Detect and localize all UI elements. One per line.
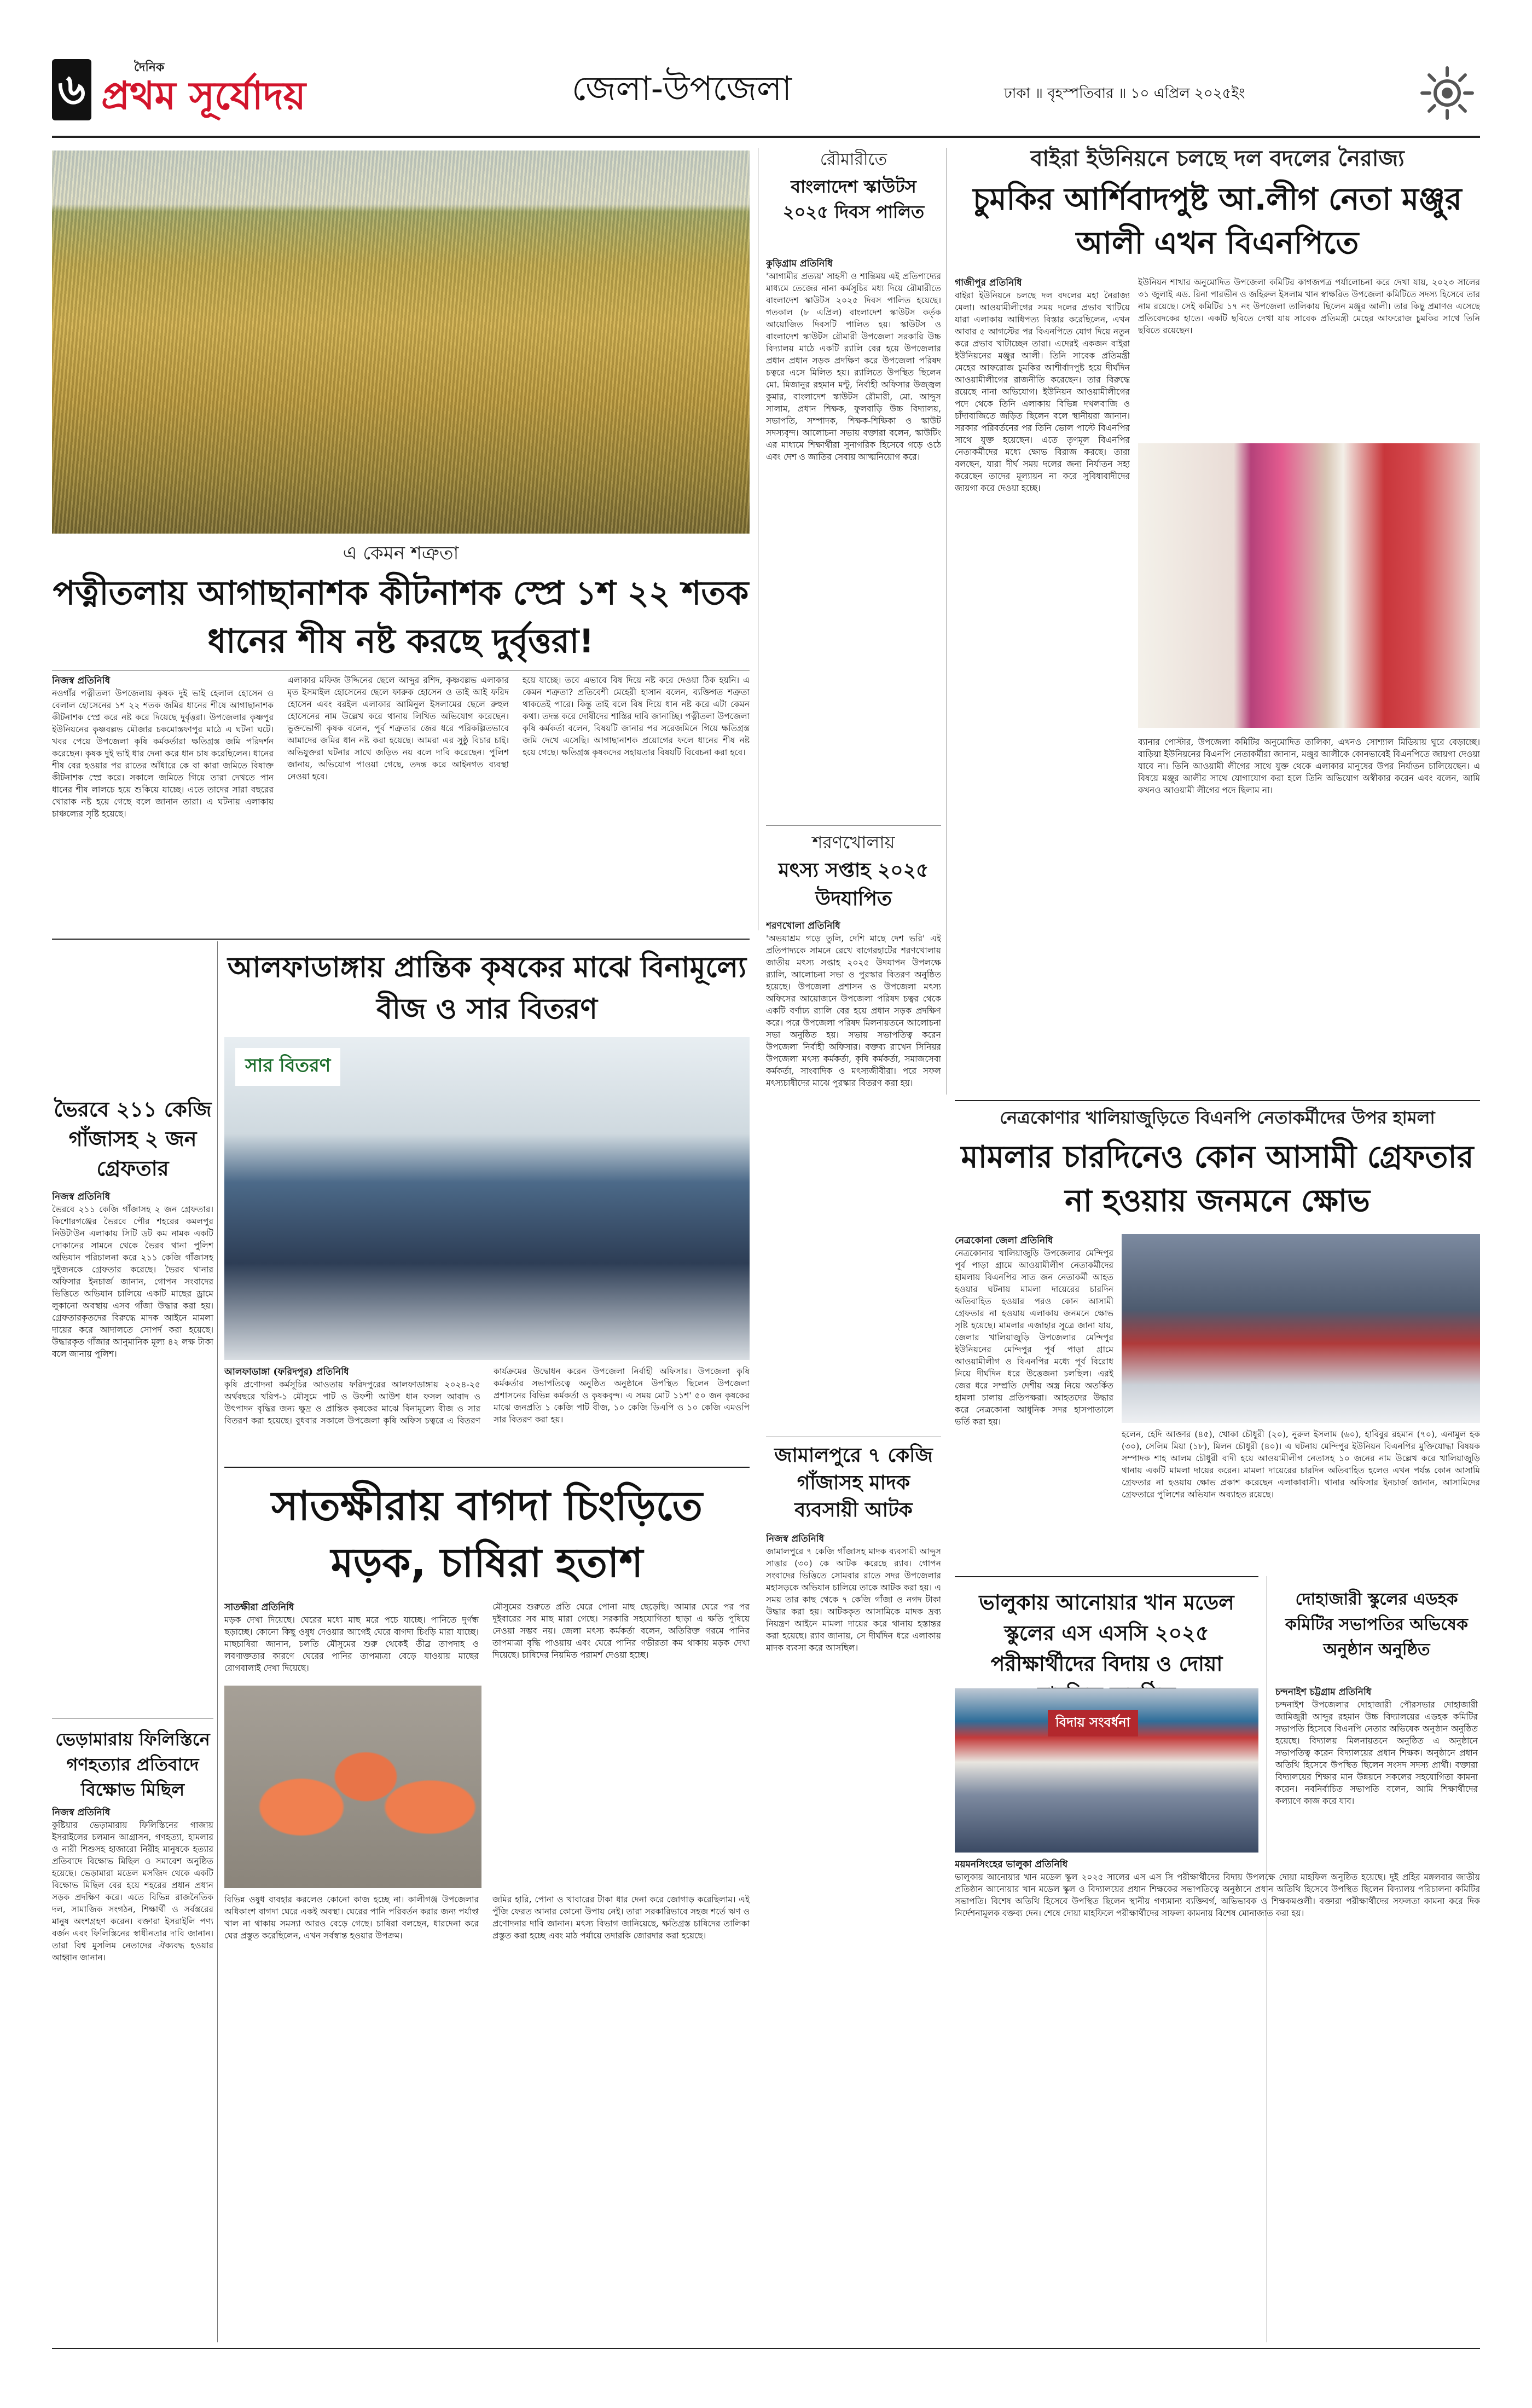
a9-top-rule [955,1100,1480,1101]
a3-col1 [955,276,1130,1125]
a7-byline: শরণখোলা প্রতিনিধি [766,921,840,931]
masthead [52,55,1480,131]
a6-top-rule [52,1718,213,1719]
a3-text3: ব্যানার পোস্টার, উপজেলা কমিটির অনুমোদিত তালিকা, এখনও সোশ্যাল মিডিয়ায় ঘুরে বেড়াচ্ছে। বাড়িয়া ইউনিয়নের বিএনপি নেতাকর্মীরা জানান, মঞ্জুর আলীকে কোনভাবেই বিএনপিতে জায়গা দেওয়া যাবে না। তিনি আওয়ামী লীগের সাথে যুক্ত থেকে এলাকার মানুষের উপর নির্যাতন চালিয়েছেন। এ বিষয়ে মঞ্জুর আলীর সাথে যোগাযোগ করা হলে তিনি অভিযোগ অস্বীকার করেন এবং বলেন, আমি কখনও আওয়ামী লীগের পদে ছিলাম না। [1138,737,1480,795]
hospital-photo [1122,1234,1480,1423]
a2-body [766,257,941,821]
a4-byline: আলফাডাঙ্গা (ফরিদপুর) প্রতিনিধি [224,1367,349,1377]
a5-byline: নিজস্ব প্রতিনিধি [52,1191,111,1202]
a3-byline: গাজীপুর প্রতিনিধি [955,277,1022,288]
paper-small-label: দৈনিক [134,61,165,74]
section-title: জেলা-উপজেলা [572,68,792,108]
seed-distribution-photo [224,1037,750,1360]
a8-text: জামালপুরে ৭ কেজি গাঁজাসহ মাদক ব্যবসায়ী আব্দুস সাত্তার (৩০) কে আটক করেছে র‍্যাব। গোপন সংবাদের ভিত্তিতে সোমবার রাতে সদর উপজেলার মহাসড়কে অভিযান চালিয়ে তাকে আটক করা হয়। এ সময় তার কাছ থেকে ৭ কেজি গাঁজা ও নগদ টাকা উদ্ধার করা হয়। আটককৃত আসামিকে মাদক দ্রব্য নিয়ন্ত্রণ আইনে মামলা দায়ের করে থানায় হস্তান্তর করা হয়েছে। র‍্যাব জানায়, সে দীর্ঘদিন ধরে এলাকায় মাদক ব্যবসা করে আসছিল। [766,1547,941,1653]
a10-text3: বিভিন্ন ওষুধ ব্যবহার করলেও কোনো কাজ হচ্ছে না। কালীগঞ্জ উপজেলার অধিকাংশ বাগদা ঘেরে একই অবস্থা। ঘেরের পানি পরিবর্তন করার জন্য পর্যাপ্ত খাল না থাকায় সমস্যা আরও বেড়ে গেছে। চাষিরা বলছেন, ধারদেনা করে ঘের প্রস্তুত করেছিলেন, এখন সর্বস্বান্ত হওয়ার উপক্রম। [224,1895,479,1941]
a9-col1 [955,1234,1113,1560]
a11-headline: ভালুকায় আনোয়ার খান মডেল স্কুলের এস এসসি ২০২৫ পরীক্ষার্থীদের বিদায় ও দোয়া [979,1590,1234,1676]
event-banner-text: বিদায় সংবর্ধনা [1048,1710,1138,1736]
farewell-event-photo [955,1688,1258,1853]
a6-body [52,1806,213,2342]
a1-rule [52,670,750,671]
a7-text: 'অভয়াশ্রম গড়ে তুলি, দেশি মাছে দেশ ভরি' এই প্রতিপাদ্যকে সামনে রেখে বাগেরহাটের শরণখোলায় জাতীয় মৎস্য সপ্তাহ ২০২৫ উদযাপন উপলক্ষে র‍্যালি, আলোচনা সভা ও পুরস্কার বিতরণ অনুষ্ঠিত হয়েছে। উপজেলা প্রশাসন ও উপজেলা মৎস্য অফিসের আয়োজনে উপজেলা পরিষদ চত্বর থেকে একটি বর্ণাঢ্য র‍্যালি বের হয়ে প্রধান সড়ক প্রদক্ষিণ করে। পরে উপজেলা পরিষদ মিলনায়তনে আলোচনা সভা অনুষ্ঠিত হয়। সভায় সভাপতিত্ব করেন উপজেলা নির্বাহী অফিসার। বক্তব্য রাখেন সিনিয়র উপজেলা মৎস্য কর্মকর্তা, কৃষি কর্মকর্তা, সমাজসেবা কর্মকর্তা, সাংবাদিক ও মৎস্যজীবীরা। পরে সফল মৎস্যচাষীদের মাঝে পুরস্কার বিতরণ করা হয়। [766,934,941,1088]
a4-text: কৃষি প্রণোদনা কর্মসূচির আওতায় ফরিদপুরের আলফাডাঙ্গায় ২০২৪-২৫ অর্থবছরে খরিপ-১ মৌসুমে পাট ও উফশী আউশ ধান ফসল আবাদ ও উৎপাদন বৃদ্ধির জন্য ক্ষুদ্র ও প্রান্তিক কৃষকের মাঝে বিনামূল্যে বীজ ও সার বিতরণ করা হয়েছে। বুধবার সকালে উপজেলা কৃষি অফিস চত্বরে এ বিতরণ কার্যক্রমের উদ্বোধন করেন উপজেলা নির্বাহী অফিসার। উপজেলা কৃষি কর্মকর্তার সভাপতিত্বে অনুষ্ঠিত অনুষ্ঠানে উপস্থিত ছিলেন উপজেলা প্রশাসনের বিভিন্ন কর্মকর্তা ও কৃষকবৃন্দ। এ সময় মোট ১১শ' ৫০ জন কৃষকের মাঝে জনপ্রতি ১ কেজি পাট বীজ, ১০ কেজি ডিএপি ও ১০ কেজি এমওপি সার বিতরণ করা হয়। [224,1367,750,1426]
a12-box [1267,1576,1480,2342]
a9-kicker: নেত্রকোণার খালিয়াজুড়িতে বিএনপি নেতাকর্মীদের উপর হামলা [1000,1107,1435,1128]
rice-field-photo [52,150,750,534]
a9-headline: মামলার চারদিনেও কোন আসামী গ্রেফতার না হওয়ায় জনমনে ক্ষোভ [961,1139,1474,1219]
a8-headline: জামালপুরে ৭ কেজি গাঁজাসহ মাদক ব্যবসায়ী আটক [774,1444,933,1521]
a3-col3 [1138,736,1480,1095]
a12-headline: দোহাজারী স্কুলের এডহক কমিটির সভাপতির অভিষেক অনুষ্ঠান অনুষ্ঠিত [1285,1590,1468,1659]
a1-body-col2: এলাকার মফিজ উদ্দিনের ছেলে আব্দুর রশিদ, কৃষ্ণবল্লভ এলাকার মৃত ইসমাইল হোসেনের ছেলে ফারুক হোসেন ও তাই আই ফরিদ হোসেন এবং বরইল এলাকার আমিনুল ইসলামের ছেলে রুহুল হোসেনের নাম উল্লেখ করে থানায় লিখিত অভিযোগ করেছেন। ভুক্তভোগী কৃষক বলেন, পূর্ব শত্রুতার জের ধরে পরিকল্পিতভাবে আমাদের জমির ধান নষ্ট করা হয়েছে। আমরা এর সুষ্ঠু বিচার চাই। অভিযুক্তরা ঘটনার সাথে জড়িত নয় বলে দাবি করেছেন। পুলিশ জানায়, অভিযোগ পাওয়া গেছে, তদন্ত করে আইনগত ব্যবস্থা নেওয়া হবে। [287,675,509,782]
photo-banner-sign: সার বিতরণ [235,1048,340,1086]
a5-headline: ভৈরবে ২১১ কেজি গাঁজাসহ ২ জন গ্রেফতার [54,1097,212,1180]
dateline: ঢাকা ॥ বৃহস্পতিবার ॥ ১০ এপ্রিল ২০২৫ইং [1004,85,1245,102]
a2-text: 'আগামীর প্রত্যয়' সাহসী ও শান্তিময় এই প্রতিপাদ্যের মাধ্যমে তেজের নানা কর্মসূচির মধ্য দিয়ে রৌমারীতে বাংলাদেশ স্কাউটস ২০২৫ দিবস পালিত হয়েছে। গতকাল (৮ এপ্রিল) বাংলাদেশ স্কাউটস কর্তৃক আয়োজিত দিবসটি পালিত হয়। স্কাউটস ও বাংলাদেশ স্কাউটস রৌমারী উপজেলা সরকারি উচ্চ বিদ্যালয় মাঠে একটি র‍্যালি বের হয়ে উপজেলার প্রধান প্রধান সড়ক প্রদক্ষিণ করে উপজেলা পরিষদ চত্বরে এসে মিলিত হয়। র‍্যালিতে উপস্থিত ছিলেন মো. মিজানুর রহমান মন্টু, নির্বাহী অফিসার উজ্জ্বল কুমার, বাংলাদেশ স্কাউটস রৌমারী, মো. আব্দুস সালাম, প্রধান শিক্ষক, ফুলবাড়ি উচ্চ বিদ্যালয়, সভাপতি, সম্পাদক, শিক্ষক-শিক্ষিকা ও স্কাউট সদস্যবৃন্দ। আলোচনা সভায় বক্তারা বলেন, স্কাউটিং এর মাধ্যমে শিক্ষার্থীরা সুনাগরিক হিসেবে গড়ে ওঠে এবং দেশ ও জাতির সেবায় আত্মনিয়োগ করে। [766,271,941,462]
a1-byline: নিজস্ব প্রতিনিধি [52,675,111,686]
a2-kicker: রৌমারীতে [820,150,887,169]
col-rule-a5 [217,941,218,2342]
a2-headline: বাংলাদেশ স্কাউটস ২০২৫ দিবস পালিত [782,176,925,222]
header-rule [52,136,1480,138]
a3-col2 [1138,276,1480,435]
a9-col2 [1122,1428,1480,1560]
a9-byline: নেত্রকোনা জেলা প্রতিনিধি [955,1235,1053,1246]
a7-kicker: শরণখোলায় [812,832,895,853]
a1-kicker: এ কেমন শত্রুতা [343,542,459,564]
paper-logo: প্রথম সূর্যোদয় [101,73,306,118]
a2-byline: কুড়িগ্রাম প্রতিনিধি [766,258,833,269]
a5-body [52,1190,213,1716]
a12-body [1275,1686,1478,2337]
a10-col1 [224,1601,479,1680]
a1-body-col3: হয়ে যাচ্ছে। তবে এভাবে বিষ দিয়ে নষ্ট করে দেওয়া ঠিক হয়নি। এ কেমন শত্রুতা? প্রতিবেশী মেহেরী হাসান বলেন, ব্যক্তিগত শত্রুতা থাকতেই পারে। কিন্তু তাই বলে বিষ দিয়ে ধান নষ্ট করে এটা কেমন কথা। তদন্ত করে দোষীদের শাস্তির দাবি জানাচ্ছি। পত্নীতলা উপজেলা কৃষি কর্মকর্তা বলেন, বিষয়টি জানার পর সরেজমিনে গিয়ে ক্ষতিগ্রস্ত জমি দেখে এসেছি। আগাছানাশক প্রয়োগের ফলে ধানের শীষ নষ্ট হয়ে গেছে। ক্ষতিগ্রস্ত কৃষকদের সহায়তার বিষয়টি বিবেচনা করা হবে। [523,675,750,757]
sun-emblem-icon [1420,66,1475,120]
a11-top-rule [955,1576,1258,1577]
a1-col2 [287,674,509,931]
a10-headline: সাতক্ষীরায় বাগদা চিংড়িতে মড়ক, চাষিরা হতাশ [271,1483,703,1587]
a8-body [766,1532,941,2342]
a3-kicker: বাইরা ইউনিয়নে চলছে দল বদলের নৈরাজ্য [1030,146,1405,171]
a7-body [766,919,941,1431]
a6-text: কুষ্টিয়ার ভেড়ামারায় ফিলিস্তিনের গাজায় ইসরাইলের চলমান আগ্রাসন, গণহত্যা, হামলার ও নারী শিশুসহ হাজারো নিরীহ মানুষকে হত্যার প্রতিবাদে বিক্ষোভ মিছিল ও সমাবেশ অনুষ্ঠিত হয়েছে। ভেড়ামারা মডেল মসজিদ থেকে একটি বিক্ষোভ মিছিল বের হয়ে শহরের প্রধান প্রধান সড়ক প্রদক্ষিণ করে। এতে বিভিন্ন রাজনৈতিক দল, সামাজিক সংগঠন, শিক্ষার্থী ও সর্বস্তরের মানুষ অংশগ্রহণ করেন। বক্তারা ইসরাইলি পণ্য বর্জন এবং ফিলিস্তিনের স্বাধীনতার দাবি জানান। তারা বিশ্ব মুসলিম নেতাদের ঐক্যবদ্ধ হওয়ার আহ্বান জানান। [52,1820,213,1963]
page-bottom-rule [52,2348,1480,2349]
a11-byline: ময়মনসিংহের ভালুকা প্রতিনিধি [955,1859,1068,1870]
a1-headline: পত্নীতলায় আগাছানাশক কীটনাশক স্প্রে ১শ ২২ শতক ধানের শীষ নষ্ট করছে দুর্বৃত্তরা! [53,574,749,661]
a10-text1: মড়ক দেখা দিয়েছে। ঘেরের মধ্যে মাছ মরে পচে যাচ্ছে। পানিতে দুর্গন্ধ ছড়াচ্ছে। কোনো কিছু ওষুধ দেওয়ার আগেই ঘেরে বাগদা চিংড়ি মারা যাচ্ছে। মাছচাষিরা জানান, চলতি মৌসুমের শুরু থেকেই তীব্র তাপদাহ ও লবণাক্ততার কারণে ঘেরের পানির তাপমাত্রা বেড়ে যাওয়ায় মাছের রোগবালাই দেখা দিয়েছে। [224,1615,479,1673]
a3-text1: বাইরা ইউনিয়নে চলছে দল বদলের মহা নৈরাজ্য মেলা। আওয়ামীলীগের সময় দলের প্রভাব খাটিয়ে যারা এলাকায় আধিপত্য বিস্তার করেছিলেন, এখন আবার ৫ আগস্টের পর বিএনপিতে যোগ দিয়ে নতুন করে প্রভাব খাটাচ্ছেন তারা। এদেরই একজন বাইরা ইউনিয়নের মঞ্জুর আলী। তিনি সাবেক প্রতিমন্ত্রী মেহের আফরোজ চুমকির আশীর্বাদপুষ্ট হয়ে দীর্ঘদিন আওয়ামীলীগের রাজনীতি করেছেন। তার বিরুদ্ধে রয়েছে নানা অভিযোগ। ইউনিয়ন আওয়ামীলীগের পদে থেকে তিনি এলাকায় বিভিন্ন দখলবাজি ও চাঁদাবাজিতে জড়িত ছিলেন বলে স্থানীয়রা জানান। সরকার পরিবর্তনের পর তিনি ভোল পাল্টে বিএনপির সাথে যুক্ত হয়েছেন। এতে তৃণমূল বিএনপির নেতাকর্মীদের মধ্যে ক্ষোভ বিরাজ করছে। তারা বলছেন, যারা দীর্ঘ সময় দলের জন্য নির্যাতন সহ্য করেছেন তাদের মূল্যায়ন না করে সুবিধাবাদীদের জায়গা করে দেওয়া হচ্ছে। [955,291,1130,493]
a8-byline: নিজস্ব প্রতিনিধি [766,1533,825,1544]
a6-byline: নিজস্ব প্রতিনিধি [52,1807,111,1818]
a1-col3 [523,674,750,931]
a4-headline: আলফাডাঙ্গায় প্রান্তিক কৃষকের মাঝে বিনামূল্যে বীজ ও সার বিতরণ [227,951,747,1026]
shrimp-photo [224,1686,481,1888]
a10-top-rule [224,1467,750,1468]
a6-headline: ভেড়ামারায় ফিলিস্তিনে গণহত্যার প্রতিবাদে বিক্ষোভ মিছিল [55,1729,210,1800]
a3-text2: ইউনিয়ন শাখার অনুমোদিত উপজেলা কমিটির কাগজপত্র পর্যালোচনা করে দেখা যায়, ২০২৩ সালের ৩১ জুলাই এড. রিনা পারভীন ও জহিরুল ইসলাম খান স্বাক্ষরিত উপজেলা কমিটিতে সদস্য হিসেবে তার নাম রয়েছে। সেই কমিটির ১৭ নং উপজেলা তালিকায় ছিলেন মঞ্জুর আলী। তার কিছু প্রমাণও এসেছে প্রতিবেদকের হাতে। একটি ছবিতে দেখা যায় সাবেক প্রতিমন্ত্রী মেহের আফরোজ চুমকির সাথে তিনি ছবিতে রয়েছেন। [1138,277,1480,335]
a10-text4: জমির হারি, পোনা ও খাবারের টাকা ধার দেনা করে জোগাড় করেছিলাম। এই পুঁজি ফেরত আনার কোনো উপায় নেই। তারা সরকারিভাবে সহজ শর্তে ঋণ ও প্রণোদনার দাবি জানান। মৎস্য বিভাগ জানিয়েছে, ক্ষতিগ্রস্ত চাষিদের তালিকা প্রস্তুত করা হচ্ছে এবং মাঠ পর্যায়ে তদারকি জোরদার করা হয়েছে। [492,1895,750,1941]
a10-byline: সাতক্ষীরা প্রতিনিধি [224,1602,294,1613]
a9-text1: নেত্রকোনার খালিয়াজুড়ি উপজেলার মেন্দিপুর পূর্ব পাড়া গ্রামে আওয়ামীলীগ নেতাকর্মীদের হামলায় বিএনপির সাত জন নেতাকর্মী আহত হওয়ার ঘটনায় মামলা দায়েরের চারদিন অতিবাহিত হওয়ার পরও কোন আসামী গ্রেফতার না হওয়ায় এলাকায় জনমনে ক্ষোভ সৃষ্টি হয়েছে। মামলার এজাহার সূত্রে জানা যায়, জেলার খালিয়াজুড়ি উপজেলার মেন্দিপুর ইউনিয়নের মেন্দিপুর পূর্ব পাড়া গ্রামে আওয়ামীলীগ ও বিএনপির মধ্যে পূর্ব বিরোধ নিয়ে দীর্ঘদিন ধরে উত্তেজনা চলছিল। এরই জের ধরে সম্প্রতি দেশীয় অস্ত্র নিয়ে অতর্কিত হামলা চালায় প্রতিপক্ষরা। আহতদের উদ্ধার করে নেত্রকোনা আধুনিক সদর হাসপাতালে ভর্তি করা হয়। [955,1248,1113,1427]
a9-text2: হলেন, হেদি আক্তার (৪৫), খোকা চৌধুরী (২০), নুরুল ইসলাম (৬০), হাবিবুর রহমান (৭০), এনামুল হক (৩০), সেলিম মিয়া (১৮), মিলন চৌধুরী (৪০)। এ ঘটনায় মেন্দিপুর ইউনিয়ন বিএনপির মুক্তিযোদ্ধা বিষয়ক সম্পাদক শাহ আলম চৌধুরী বাদী হয়ে আওয়ামীলীগ নেতাসহ ১০ জনের নাম উল্লেখ করে খালিয়াজুড়ি থানায় একটি মামলা দায়ের করেন। মামলা দায়েরের চারদিন অতিবাহিত হলেও এখন পর্যন্ত কোন আসামি গ্রেফতার না হওয়ায় ক্ষোভ প্রকাশ করেছেন এলাকাবাসী। থানার অফিসার ইনচার্জ জানান, আসামিদের গ্রেফতারে পুলিশের অভিযান অব্যাহত রয়েছে। [1122,1429,1480,1500]
a4-top-rule [52,939,750,940]
a10-col2 [492,1601,750,1885]
a10-col3 [224,1894,479,2342]
a10-col4 [492,1894,750,2342]
a7-top-rule [766,825,941,826]
politics-photo [1138,443,1480,728]
a12-text: চন্দনাইশ উপজেলার দোহাজারী পৌরসভার দোহাজারী জামিজুরী আব্দুর রহমান উচ্চ বিদ্যালয়ের এডহক কমিটির সভাপতি হিসেবে বিএনপি নেতার অভিষেক অনুষ্ঠান অনুষ্ঠিত হয়েছে। বিদ্যালয় মিলনায়তনে অনুষ্ঠিত এ অনুষ্ঠানে সভাপতিত্ব করেন বিদ্যালয়ের প্রধান শিক্ষক। অনুষ্ঠানে প্রধান অতিথি হিসেবে উপস্থিত ছিলেন সংসদ সদস্য প্রার্থী। বক্তারা বিদ্যালয়ের শিক্ষার মান উন্নয়নে সকলের সহযোগিতা কামনা করেন। নবনির্বাচিত সভাপতি বলেন, আমি শিক্ষার্থীদের কল্যাণে কাজ করে যাব। [1275,1700,1478,1806]
a1-body-col1: নওগাঁর পত্নীতলা উপজেলায় কৃষক দুই ভাই হেলাল হোসেন ও বেলাল হোসেনের ১শ ২২ শতক জমির ধানের শীষে আগাছানাশক কীটনাশক স্প্রে করে নষ্ট করে দিয়েছে দুর্বৃত্তরা। উপজেলার কৃষ্ণপুর ইউনিয়নের কৃষ্ণবল্লভ মৌজার চকমোস্তফাপুর মাঠে এ ঘটনা ঘটে। খবর পেয়ে উপজেলা কৃষি কর্মকর্তারা ক্ষতিগ্রস্ত জমি পরিদর্শন করেছেন। কৃষক দুই ভাই ধার দেনা করে ধান চাষ করেছিলেন। ধানের শীষ বের হওয়ার পর রাতের আঁধারে কে বা কারা জমিতে বিষাক্ত কীটনাশক স্প্রে করে। সকালে জমিতে গিয়ে তারা দেখতে পান ধানের শীষ লালচে হয়ে শুকিয়ে যাচ্ছে। এতে তাদের সারা বছরের খোরাক নষ্ট হয়ে গেছে বলে জানান তারা। এ ঘটনায় এলাকায় চাঞ্চল্যের সৃষ্টি হয়েছে। [52,688,274,819]
a1-col1 [52,674,274,931]
a12-byline: চন্দনাইশ চট্টগ্রাম প্রতিনিধি [1275,1687,1372,1698]
a4-body [224,1365,750,1458]
a11-text: ভালুকায় আনোয়ার খান মডেল স্কুল ২০২৫ সালের এস এস সি পরীক্ষার্থীদের বিদায় উপলক্ষে দোয়া মাহফিল অনুষ্ঠিত হয়েছে। দুই প্রহির মঙ্গলবার জাতীয় প্রতিষ্ঠান আনোয়ার খান মডেল স্কুল ও বিদ্যালয়ের প্রধান শিক্ষকের সভাপতিত্বে অনুষ্ঠানে প্রধান অতিথি হিসেবে উপস্থিত ছিলেন বিদ্যালয় পরিচালনা কমিটির সভাপতি। বিশেষ অতিথি হিসেবে উপস্থিত ছিলেন স্থানীয় গণ্যমান্য ব্যক্তিবর্গ, অভিভাবক ও শিক্ষকমণ্ডলী। বক্তারা পরীক্ষার্থীদের সফলতা কামনা করে দিক নির্দেশনামূলক বক্তব্য দেন। শেষে দোয়া মাহফিলে পরীক্ষার্থীদের সাফল্য কামনায় বিশেষ মোনাজাত করা হয়। [955,1872,1480,1918]
page-number: ৬ [52,59,91,120]
a10-text2: মৌসুমের শুরুতে প্রতি ঘেরে পোনা মাছ ছেড়েছি। আমার ঘেরে পর পর দুইবারের সব মাছ মারা গেছে। সরকারি সহযোগিতা ছাড়া এ ক্ষতি পুষিয়ে নেওয়া সম্ভব নয়। জেলা মৎস্য কর্মকর্তা বলেন, অতিরিক্ত গরমে পানির তাপমাত্রা বৃদ্ধি পাওয়ায় এবং ঘেরে পানির গভীরতা কম থাকায় মড়ক দেখা দিয়েছে। চাষিদের নিয়মিত পরামর্শ দেওয়া হচ্ছে। [492,1602,750,1660]
a3-headline: চুমকির আর্শিবাদপুষ্ট আ.লীগ নেতা মঞ্জুর আলী এখন বিএনপিতে [973,182,1462,261]
a7-headline: মৎস্য সপ্তাহ ২০২৫ উদযাপিত [778,859,929,910]
a5-text: ভৈরবে ২১১ কেজি গাঁজাসহ ২ জন গ্রেফতার। কিশোরগঞ্জের ভৈরবে পৌর শহরের কমলপুর নিউটাউন এলাকায় সিটি ডট কম নামক একটি দোকানের সামনে থেকে ভৈরব থানা পুলিশ অভিযান পরিচালনা করে ২১১ কেজি গাঁজাসহ দুইজনকে গ্রেফতার করেছে। ভৈরব থানার অফিসার ইনচার্জ জানান, গোপন সংবাদের ভিত্তিতে অভিযান চালিয়ে একটি মাছের ড্রামে লুকানো অবস্থায় এসব গাঁজা উদ্ধার করা হয়। গ্রেফতারকৃতদের বিরুদ্ধে মাদক আইনে মামলা দায়ের করে আদালতে সোপর্দ করা হয়েছে। উদ্ধারকৃত গাঁজার আনুমানিক মূল্য ৪২ লক্ষ টাকা বলে জানায় পুলিশ। [52,1205,213,1359]
